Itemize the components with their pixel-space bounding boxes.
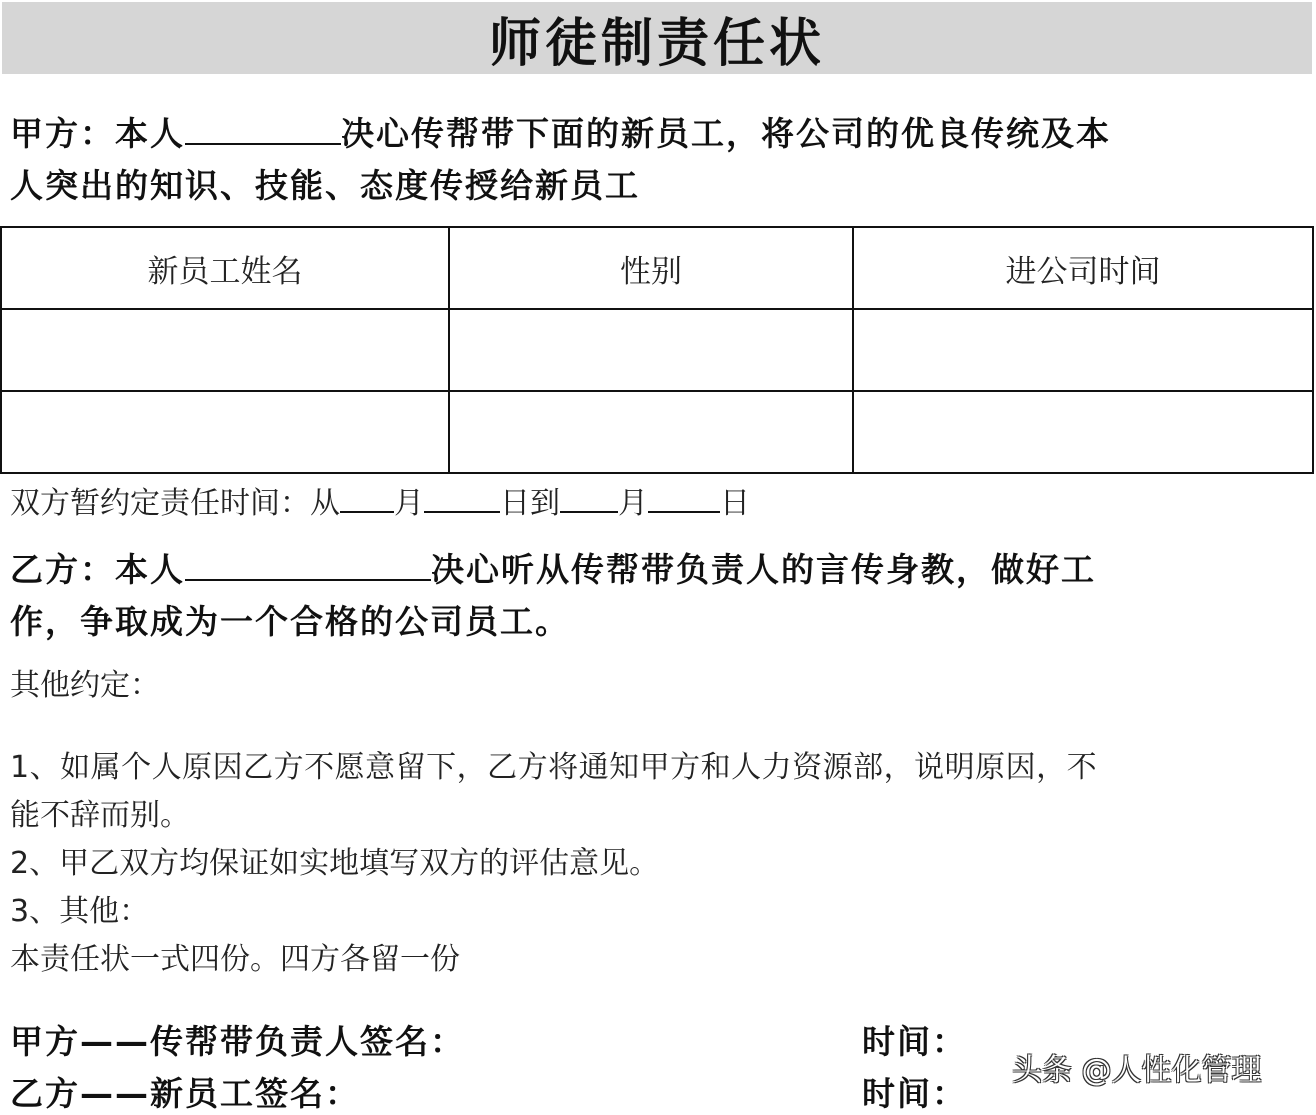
table-cell[interactable] (449, 391, 853, 473)
party-a-signature-label: 甲方——传帮带负责人签名： (10, 1022, 465, 1061)
table-cell[interactable] (1, 391, 449, 473)
table-row (1, 391, 1313, 473)
title-bar (2, 2, 1312, 74)
party-a-line1-rest: 决心传帮带下面的新员工，将公司的优良传统及本 (341, 114, 1111, 153)
table-cell[interactable] (853, 391, 1313, 473)
period-day-to: 日到 (500, 486, 560, 521)
agreement-item-1-line2: 能不辞而别。 (10, 798, 190, 833)
party-a-line2: 人突出的知识、技能、态度传授给新员工 (10, 166, 640, 205)
end-month-blank[interactable] (560, 484, 618, 513)
period-month2: 月 (618, 486, 648, 521)
responsibility-period (10, 478, 750, 522)
party-b-line1 (10, 544, 1096, 591)
new-employee-table (0, 226, 1314, 474)
party-b-prefix: 乙方：本人 (10, 550, 185, 589)
start-month-blank[interactable] (340, 484, 394, 513)
table-cell[interactable] (1, 309, 449, 391)
party-b-name-blank[interactable] (185, 549, 431, 581)
party-a-prefix: 甲方：本人 (10, 114, 185, 153)
party-b-line2: 作，争取成为一个合格的公司员工。 (10, 602, 570, 641)
other-agreements-heading: 其他约定： (10, 668, 160, 703)
document-title: 师徒制责任状 (488, 12, 825, 74)
party-b-line1-rest: 决心听从传帮带负责人的言传身教，做好工 (431, 550, 1096, 589)
party-b-signature-label: 乙方——新员工签名： (10, 1074, 360, 1113)
table-header-row (1, 227, 1313, 309)
header-gender: 性别 (449, 227, 853, 309)
agreement-item-1-line1: 1、如属个人原因乙方不愿意留下，乙方将通知甲方和人力资源部，说明原因，不 (10, 750, 1098, 785)
period-day-end: 日 (720, 486, 750, 521)
copies-note: 本责任状一式四份。四方各留一份 (10, 942, 460, 977)
party-a-name-blank[interactable] (185, 113, 341, 145)
table-cell[interactable] (853, 309, 1313, 391)
end-day-blank[interactable] (648, 484, 720, 513)
period-label: 双方暂约定责任时间：从 (10, 486, 340, 521)
start-day-blank[interactable] (424, 484, 500, 513)
party-a-line1 (10, 108, 1111, 155)
header-employee-name: 新员工姓名 (1, 227, 449, 309)
table-cell[interactable] (449, 309, 853, 391)
watermark: 头条 @人性化管理 (1012, 1053, 1262, 1088)
header-join-date: 进公司时间 (853, 227, 1313, 309)
period-month1: 月 (394, 486, 424, 521)
agreement-item-2: 2、甲乙双方均保证如实地填写双方的评估意见。 (10, 846, 660, 881)
agreement-item-3: 3、其他： (10, 894, 150, 929)
party-a-signature-time: 时间： (862, 1022, 967, 1061)
table-row (1, 309, 1313, 391)
party-b-signature-time: 时间： (862, 1074, 967, 1113)
